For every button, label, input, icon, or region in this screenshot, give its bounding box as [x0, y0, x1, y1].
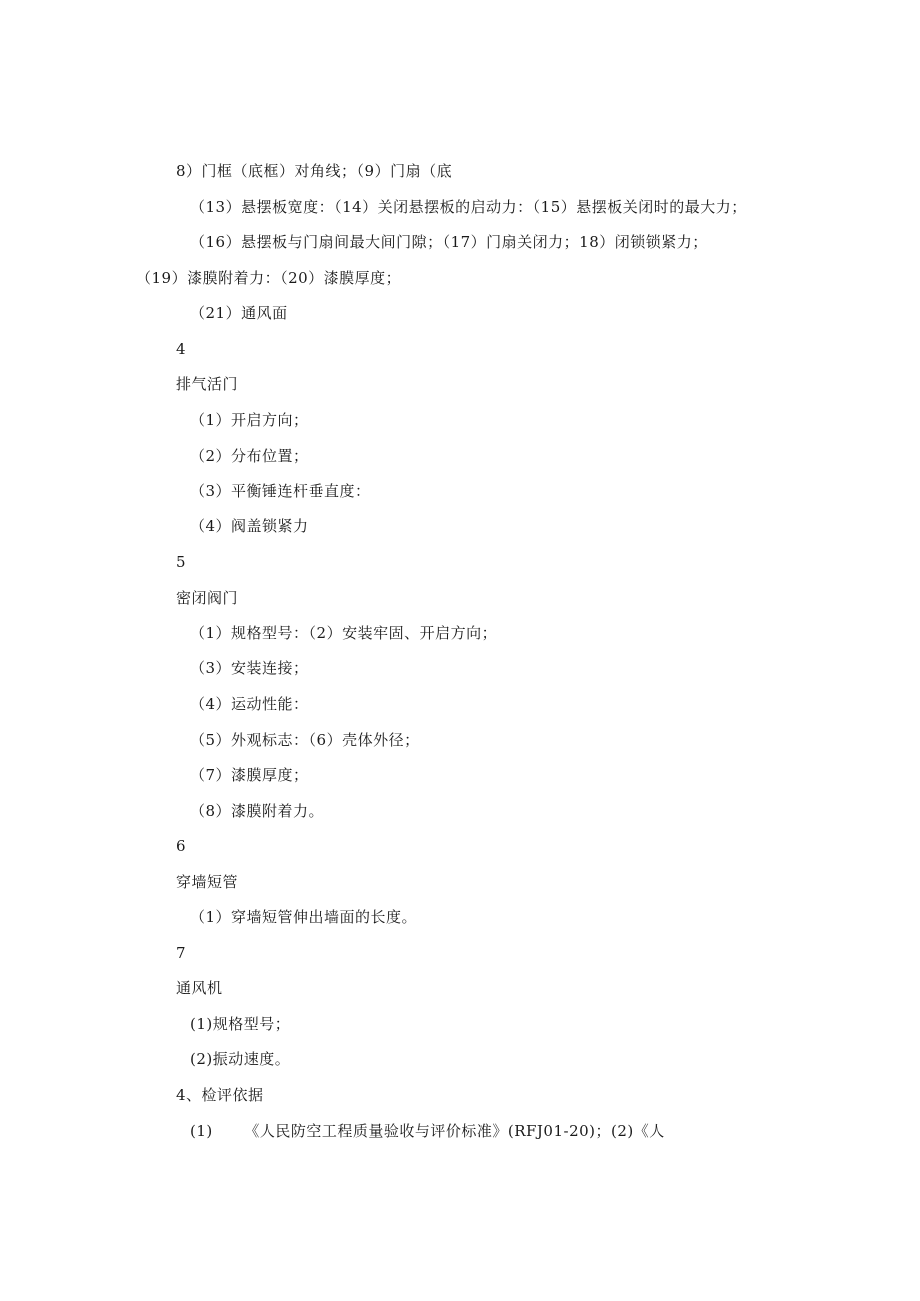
list-item-paint-thickness: （7）漆膜厚度；	[190, 766, 309, 784]
list-item-motion-performance: （4）运动性能：	[190, 695, 309, 713]
section-title-exhaust-valve: 排气活门	[176, 375, 239, 393]
list-item-paint-adhesion: （8）漆膜附着力。	[190, 802, 325, 820]
text-line-gap-and-closing-force: （16）悬摆板与门扇间最大间门隙；（17）门扇关闭力；18）闭锁锁紧力；	[190, 233, 708, 251]
list-item-spec-installation: （1）规格型号：（2）安装牢固、开启方向；	[190, 624, 498, 642]
reference-standards-line: (1) 《人民防空工程质量验收与评价标准》(RFJ01-20)；(2)《人	[190, 1122, 665, 1140]
section-number-4: 4	[176, 340, 187, 358]
list-item-appearance-diameter: （5）外观标志：（6）壳体外径；	[190, 731, 420, 749]
text-line-swing-plate-items: （13）悬摆板宽度：（14）关闭悬摆板的启动力：（15）悬摆板关闭时的最大力；	[190, 198, 747, 216]
section-title-sealed-valve: 密闭阀门	[176, 589, 239, 607]
text-line-door-frame-diagonal: 8）门框（底框）对角线；（9）门扇（底	[176, 162, 453, 180]
text-line-ventilation-surface: （21）通风面	[190, 304, 288, 322]
list-item-valve-cover-locking: （4）阀盖锁紧力	[190, 517, 309, 535]
section-number-5: 5	[176, 553, 187, 571]
section-title-wall-pipe: 穿墙短管	[176, 873, 239, 891]
list-item-counterweight-verticality: （3）平衡锤连杆垂直度：	[190, 482, 371, 500]
list-item-fan-spec: (1)规格型号；	[190, 1015, 291, 1033]
section-title-ventilator: 通风机	[176, 979, 223, 997]
list-item-vibration-speed: (2)振动速度。	[190, 1050, 291, 1068]
text-line-paint-film: （19）漆膜附着力：（20）漆膜厚度；	[136, 269, 402, 287]
list-item-installation-connection: （3）安装连接；	[190, 659, 309, 677]
section-number-6: 6	[176, 837, 187, 855]
list-item-opening-direction: （1）开启方向；	[190, 411, 309, 429]
list-item-pipe-length: （1）穿墙短管伸出墙面的长度。	[190, 908, 418, 926]
section-number-7: 7	[176, 944, 187, 962]
list-item-distribution-position: （2）分布位置；	[190, 447, 309, 465]
section-heading-evaluation-basis: 4、检评依据	[176, 1086, 264, 1104]
